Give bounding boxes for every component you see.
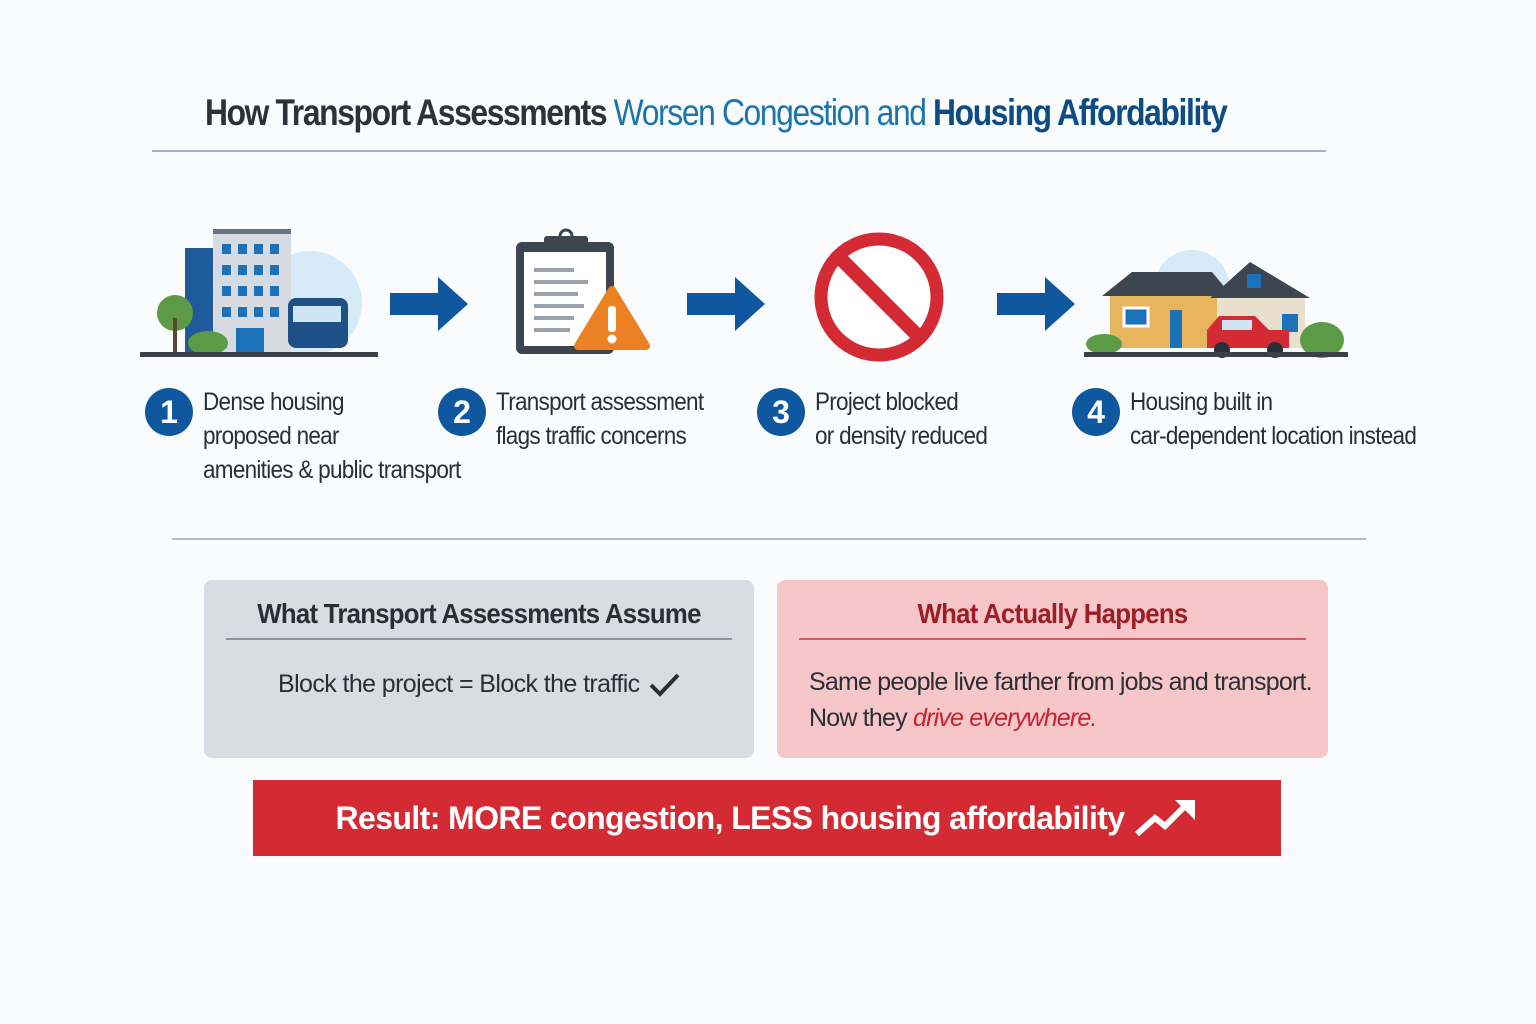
prohibited-icon bbox=[812, 232, 948, 364]
suburban-houses-car-icon bbox=[1082, 248, 1350, 360]
assume-heading: What Transport Assessments Assume bbox=[257, 598, 701, 629]
assume-text: Block the project = Block the traffic bbox=[278, 670, 640, 698]
checkmark-icon bbox=[648, 672, 680, 698]
arrow-right-icon bbox=[390, 277, 470, 331]
apartment-bus-icon bbox=[140, 228, 380, 360]
actual-heading: What Actually Happens bbox=[917, 598, 1188, 629]
step-number-badge: 2 bbox=[438, 388, 486, 436]
actual-emphasis: drive everywhere. bbox=[912, 704, 1097, 732]
step-text: amenities & public transport bbox=[203, 456, 461, 484]
title-divider bbox=[152, 150, 1326, 152]
step-text: flags traffic concerns bbox=[496, 422, 687, 450]
clipboard-warning-icon bbox=[512, 228, 652, 356]
title-part-2: Worsen Congestion and bbox=[613, 92, 926, 133]
step-number-badge: 1 bbox=[145, 388, 193, 436]
trend-up-arrow-icon bbox=[1135, 798, 1199, 838]
page-title bbox=[205, 92, 1226, 134]
arrow-right-icon bbox=[997, 277, 1077, 331]
step-text: Dense housing bbox=[203, 388, 344, 416]
actual-text-line-1: Same people live farther from jobs and transport. bbox=[809, 668, 1312, 696]
step-text: car-dependent location instead bbox=[1130, 422, 1417, 450]
step-4 bbox=[1072, 388, 1448, 453]
step-number-badge: 4 bbox=[1072, 388, 1120, 436]
actual-panel bbox=[777, 580, 1328, 758]
step-text: Project blocked bbox=[815, 388, 959, 416]
step-text: or density reduced bbox=[815, 422, 988, 450]
arrow-right-icon bbox=[687, 277, 767, 331]
title-part-1: How Transport Assessments bbox=[205, 92, 607, 133]
step-2 bbox=[438, 388, 726, 453]
step-text: Housing built in bbox=[1130, 388, 1273, 416]
result-text: Result: MORE congestion, LESS housing affordability bbox=[335, 799, 1125, 836]
actual-heading-rule bbox=[799, 638, 1306, 640]
step-number-badge: 3 bbox=[757, 388, 805, 436]
result-banner bbox=[253, 780, 1281, 856]
step-text: proposed near bbox=[203, 422, 339, 450]
title-part-3: Housing Affordability bbox=[933, 92, 1227, 133]
step-3 bbox=[757, 388, 1006, 453]
actual-text-line-2: Now they bbox=[809, 704, 913, 732]
step-text: Transport assessment bbox=[496, 388, 704, 416]
section-divider bbox=[172, 538, 1366, 540]
assume-panel bbox=[204, 580, 754, 758]
assume-heading-rule bbox=[226, 638, 732, 640]
